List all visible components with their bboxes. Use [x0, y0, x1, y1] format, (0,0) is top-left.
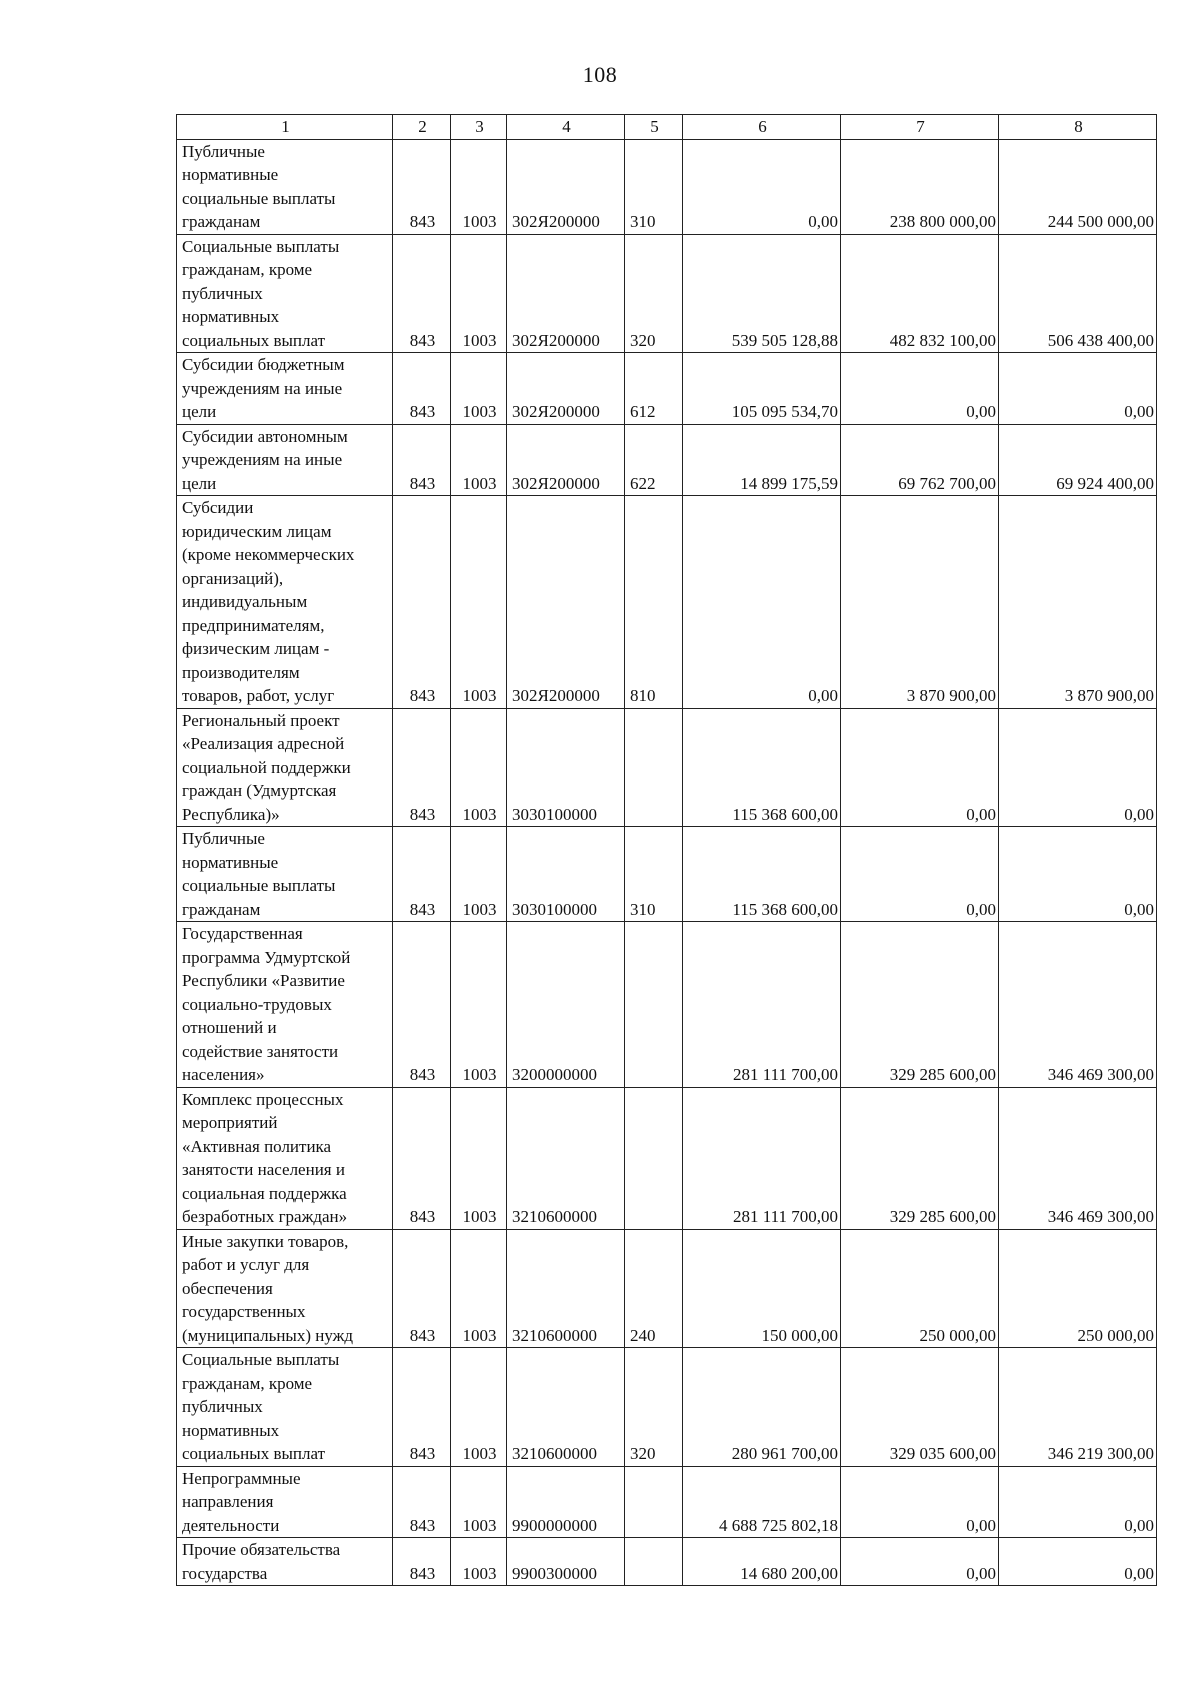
amount-col6-cell: 115 368 600,00 [683, 708, 841, 827]
admin-code-cell: 843 [393, 234, 451, 353]
column-header: 7 [841, 115, 999, 140]
amount-col6-cell: 14 899 175,59 [683, 424, 841, 496]
table-row [177, 234, 1157, 353]
admin-code-cell: 843 [393, 708, 451, 827]
target-article-cell: 3030100000 [507, 708, 625, 827]
target-article-cell: 302Я200000 [507, 424, 625, 496]
section-code-cell: 1003 [451, 1087, 507, 1229]
column-header: 8 [999, 115, 1157, 140]
row-name-cell: Иные закупки товаров, работ и услуг для обеспечения государственных (муниципальных) нужд [177, 1229, 393, 1348]
table-row [177, 1348, 1157, 1467]
target-article-cell: 9900000000 [507, 1466, 625, 1538]
section-code-cell: 1003 [451, 1466, 507, 1538]
amount-col7-cell: 250 000,00 [841, 1229, 999, 1348]
amount-col7-cell: 0,00 [841, 827, 999, 922]
table-row [177, 496, 1157, 709]
section-code-cell: 1003 [451, 1229, 507, 1348]
admin-code-cell: 843 [393, 353, 451, 425]
row-name-cell: Государственная программа Удмуртской Республики «Развитие социально-трудовых отношений и содействие занятости населения» [177, 922, 393, 1088]
amount-col7-cell: 0,00 [841, 708, 999, 827]
expense-type-cell [625, 1466, 683, 1538]
table-row [177, 1229, 1157, 1348]
target-article-cell: 3210600000 [507, 1348, 625, 1467]
table-row [177, 1538, 1157, 1586]
column-header: 1 [177, 115, 393, 140]
admin-code-cell: 843 [393, 922, 451, 1088]
table-row [177, 139, 1157, 234]
target-article-cell: 9900300000 [507, 1538, 625, 1586]
section-code-cell: 1003 [451, 353, 507, 425]
amount-col8-cell: 250 000,00 [999, 1229, 1157, 1348]
table-row [177, 827, 1157, 922]
section-code-cell: 1003 [451, 1348, 507, 1467]
expense-type-cell: 612 [625, 353, 683, 425]
expense-type-cell: 320 [625, 234, 683, 353]
row-name-cell: Непрограммные направления деятельности [177, 1466, 393, 1538]
amount-col8-cell: 3 870 900,00 [999, 496, 1157, 709]
table-row [177, 353, 1157, 425]
amount-col6-cell: 14 680 200,00 [683, 1538, 841, 1586]
expense-type-cell [625, 708, 683, 827]
section-code-cell: 1003 [451, 1538, 507, 1586]
section-code-cell: 1003 [451, 922, 507, 1088]
section-code-cell: 1003 [451, 827, 507, 922]
amount-col6-cell: 539 505 128,88 [683, 234, 841, 353]
amount-col6-cell: 0,00 [683, 496, 841, 709]
expense-type-cell: 240 [625, 1229, 683, 1348]
row-name-cell: Публичные нормативные социальные выплаты гражданам [177, 827, 393, 922]
amount-col8-cell: 506 438 400,00 [999, 234, 1157, 353]
amount-col6-cell: 281 111 700,00 [683, 922, 841, 1088]
admin-code-cell: 843 [393, 1087, 451, 1229]
amount-col8-cell: 0,00 [999, 827, 1157, 922]
target-article-cell: 3200000000 [507, 922, 625, 1088]
admin-code-cell: 843 [393, 139, 451, 234]
amount-col7-cell: 69 762 700,00 [841, 424, 999, 496]
column-header: 2 [393, 115, 451, 140]
table-row [177, 922, 1157, 1088]
row-name-cell: Субсидии бюджетным учреждениям на иные цели [177, 353, 393, 425]
expense-type-cell: 810 [625, 496, 683, 709]
column-header: 3 [451, 115, 507, 140]
expense-type-cell: 310 [625, 827, 683, 922]
admin-code-cell: 843 [393, 827, 451, 922]
row-name-cell: Субсидии юридическим лицам (кроме некоммерческих организаций), индивидуальным предпринимателям, физическим лицам - производителям товаров, работ, услуг [177, 496, 393, 709]
admin-code-cell: 843 [393, 1466, 451, 1538]
amount-col8-cell: 0,00 [999, 353, 1157, 425]
section-code-cell: 1003 [451, 708, 507, 827]
expense-type-cell: 320 [625, 1348, 683, 1467]
expense-type-cell [625, 1538, 683, 1586]
amount-col8-cell: 0,00 [999, 1466, 1157, 1538]
admin-code-cell: 843 [393, 1538, 451, 1586]
amount-col7-cell: 329 285 600,00 [841, 922, 999, 1088]
row-name-cell: Публичные нормативные социальные выплаты гражданам [177, 139, 393, 234]
amount-col7-cell: 0,00 [841, 1538, 999, 1586]
amount-col6-cell: 105 095 534,70 [683, 353, 841, 425]
expense-type-cell: 310 [625, 139, 683, 234]
amount-col7-cell: 0,00 [841, 353, 999, 425]
amount-col8-cell: 69 924 400,00 [999, 424, 1157, 496]
amount-col7-cell: 329 035 600,00 [841, 1348, 999, 1467]
target-article-cell: 302Я200000 [507, 139, 625, 234]
amount-col8-cell: 244 500 000,00 [999, 139, 1157, 234]
amount-col6-cell: 115 368 600,00 [683, 827, 841, 922]
row-name-cell: Прочие обязательства государства [177, 1538, 393, 1586]
admin-code-cell: 843 [393, 1348, 451, 1467]
amount-col8-cell: 346 469 300,00 [999, 922, 1157, 1088]
row-name-cell: Субсидии автономным учреждениям на иные цели [177, 424, 393, 496]
amount-col8-cell: 346 219 300,00 [999, 1348, 1157, 1467]
expense-type-cell [625, 922, 683, 1088]
admin-code-cell: 843 [393, 496, 451, 709]
expense-type-cell [625, 1087, 683, 1229]
amount-col7-cell: 482 832 100,00 [841, 234, 999, 353]
amount-col8-cell: 0,00 [999, 1538, 1157, 1586]
amount-col6-cell: 280 961 700,00 [683, 1348, 841, 1467]
section-code-cell: 1003 [451, 424, 507, 496]
target-article-cell: 302Я200000 [507, 353, 625, 425]
amount-col6-cell: 281 111 700,00 [683, 1087, 841, 1229]
target-article-cell: 302Я200000 [507, 234, 625, 353]
row-name-cell: Комплекс процессных мероприятий «Активная политика занятости населения и социальная поддержка безработных граждан» [177, 1087, 393, 1229]
table-row [177, 708, 1157, 827]
amount-col6-cell: 0,00 [683, 139, 841, 234]
amount-col7-cell: 329 285 600,00 [841, 1087, 999, 1229]
amount-col8-cell: 346 469 300,00 [999, 1087, 1157, 1229]
target-article-cell: 3030100000 [507, 827, 625, 922]
amount-col6-cell: 4 688 725 802,18 [683, 1466, 841, 1538]
admin-code-cell: 843 [393, 424, 451, 496]
column-header: 5 [625, 115, 683, 140]
amount-col7-cell: 3 870 900,00 [841, 496, 999, 709]
table-row [177, 1466, 1157, 1538]
section-code-cell: 1003 [451, 139, 507, 234]
admin-code-cell: 843 [393, 1229, 451, 1348]
amount-col7-cell: 0,00 [841, 1466, 999, 1538]
row-name-cell: Социальные выплаты гражданам, кроме публичных нормативных социальных выплат [177, 234, 393, 353]
table-row [177, 424, 1157, 496]
amount-col6-cell: 150 000,00 [683, 1229, 841, 1348]
budget-table [176, 114, 1157, 1586]
amount-col7-cell: 238 800 000,00 [841, 139, 999, 234]
target-article-cell: 3210600000 [507, 1087, 625, 1229]
table-row [177, 1087, 1157, 1229]
expense-type-cell: 622 [625, 424, 683, 496]
amount-col8-cell: 0,00 [999, 708, 1157, 827]
target-article-cell: 3210600000 [507, 1229, 625, 1348]
table-header-row [177, 115, 1157, 140]
page-number: 108 [582, 62, 618, 87]
target-article-cell: 302Я200000 [507, 496, 625, 709]
row-name-cell: Социальные выплаты гражданам, кроме публичных нормативных социальных выплат [177, 1348, 393, 1467]
section-code-cell: 1003 [451, 496, 507, 709]
column-header: 6 [683, 115, 841, 140]
section-code-cell: 1003 [451, 234, 507, 353]
row-name-cell: Региональный проект «Реализация адресной социальной поддержки граждан (Удмуртская Республика)» [177, 708, 393, 827]
column-header: 4 [507, 115, 625, 140]
